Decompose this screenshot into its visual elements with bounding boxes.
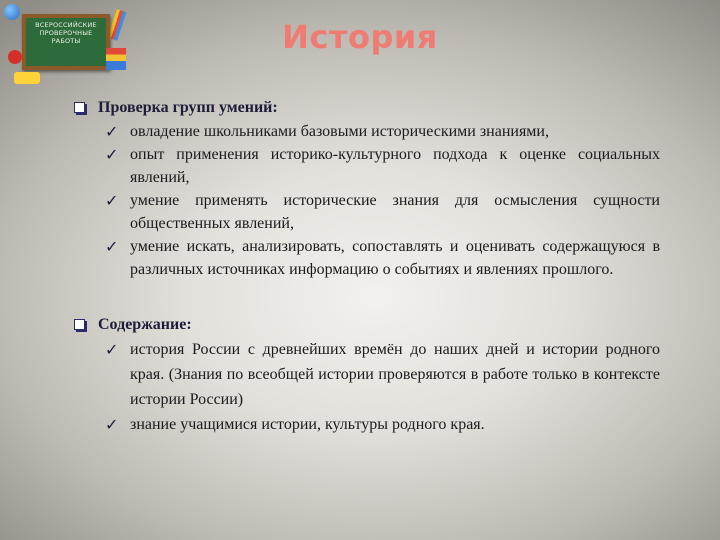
square-bullet-icon [74,319,85,330]
list-item: ✓ умение искать, анализировать, сопоставлять и оценивать содержащуюся в различных источниках информацию о событиях и явлениях прошлого. [105,237,660,278]
section-heading [70,96,660,120]
checkmark-icon: ✓ [105,191,119,210]
list-item: ✓ история России с древнейших времён до наших дней и истории родного края. (Знания по всеобщей истории проверяются в работе только в контексте истории России) [70,337,660,412]
checkmark-icon: ✓ [105,415,119,434]
slide-title: История [282,18,438,56]
skills-section [70,96,660,281]
section-heading-text: Содержание: [98,316,192,333]
content-section [70,313,660,437]
list-item: ✓ знание учащимися истории, культуры родного края. [70,412,660,437]
chalkboard-text: ВСЕРОССИЙСКИЕ ПРОВЕРОЧНЫЕ РАБОТЫ [35,21,97,45]
bullet-list [70,337,660,437]
bullet-list [70,120,660,281]
section-heading-text: Проверка групп умений: [98,99,278,116]
list-item: ✓ овладение школьниками базовыми историческими знаниями, [105,122,549,141]
list-item: ✓ опыт применения историко-культурного подхода к оценке социальных явлений, [105,145,660,186]
checkmark-icon: ✓ [105,122,119,141]
checkmark-icon: ✓ [105,145,119,164]
slide-content [70,96,660,437]
section-heading [70,313,660,337]
list-item: ✓ умение применять исторические знания для осмысления сущности общественных явлений, [105,191,660,232]
checkmark-icon: ✓ [105,237,119,256]
checkmark-icon: ✓ [105,340,119,359]
paint-icon [14,72,40,84]
square-bullet-icon [74,102,85,113]
